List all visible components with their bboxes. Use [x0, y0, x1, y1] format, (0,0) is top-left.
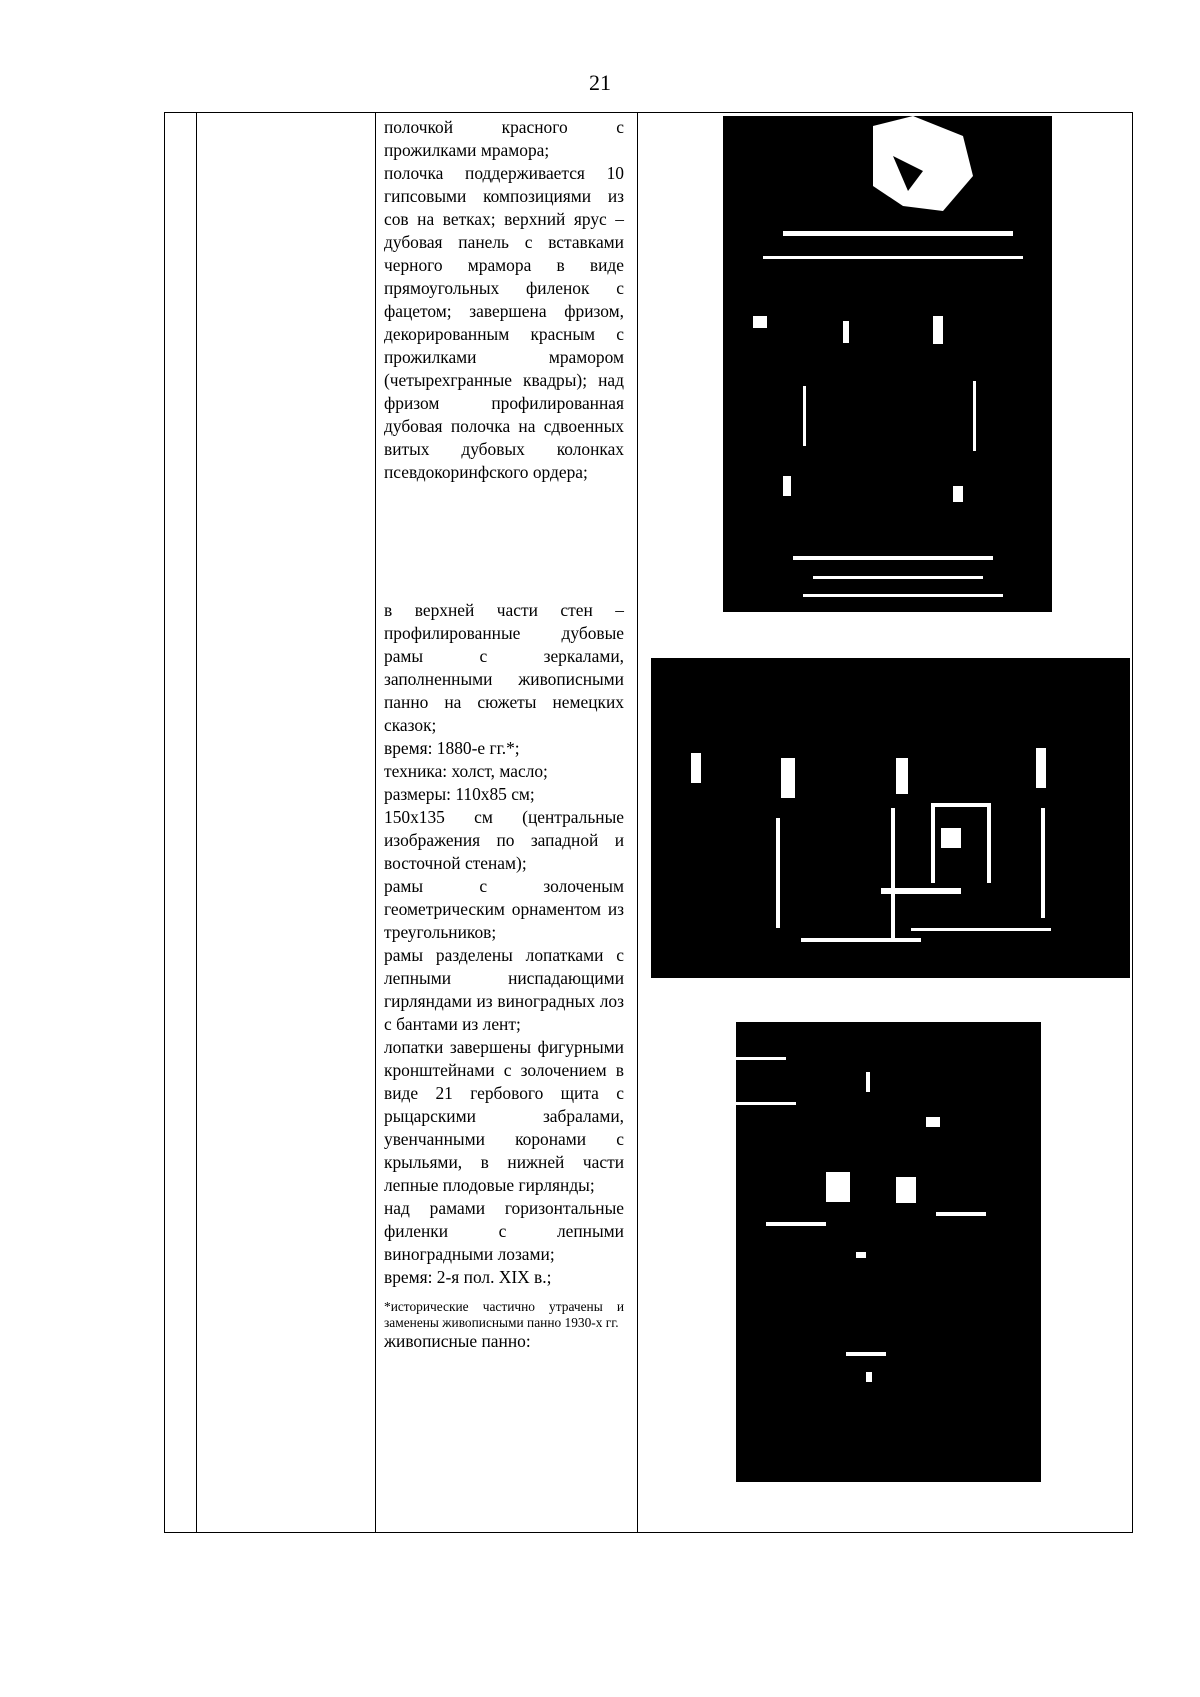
table-column-divider: [196, 112, 197, 1533]
description-paragraph: размеры: 110х85 см;: [384, 784, 535, 804]
description-paragraph: над рамами горизонтальные филенки с лепными виноградными лозами;: [384, 1198, 624, 1264]
footnote: *исторические частично утрачены и заменены живописными панно 1930-х гг.: [384, 1299, 624, 1330]
table-column-divider: [375, 112, 376, 1533]
photo-pilaster-bracket: [736, 1022, 1041, 1482]
description-paragraph: 150х135 см (центральные изображения по западной и восточной стенам);: [384, 807, 624, 873]
page-number: 21: [589, 70, 611, 95]
description-paragraph: живописные панно:: [384, 1331, 531, 1351]
description-paragraph: в верхней части стен – профилированные дубовые рамы с зеркалами, заполненными живописными панно на сюжеты немецких сказок;: [384, 600, 624, 735]
description-paragraph: рамы разделены лопатками с лепными ниспадающими гирляндами из виноградных лоз с бантами из лент;: [384, 945, 624, 1034]
photo-wall-frames-panorama: [651, 658, 1130, 978]
description-paragraph: полочка поддерживается 10 гипсовыми композициями из сов на ветках; верхний ярус – дубовая панель с вставками черного мрамора в виде прямоугольных филенок с фацетом; завершена фризом, декорированным красным с прожилками мрамором (четырехгранные квадры); над фризом профилированная дубовая полочка на сдвоенных витых дубовых колонках псевдокоринфского ордера;: [384, 163, 624, 482]
table-column-divider: [637, 112, 638, 1533]
description-paragraph: техника: холст, масло;: [384, 761, 548, 781]
description-paragraph: время: 2-я пол. XIX в.;: [384, 1267, 552, 1287]
description-paragraph: лопатки завершены фигурными кронштейнами с золочением в виде 21 гербового щита с рыцарскими забралами, увенчанными коронами с крыльями, в нижней части лепные плодовые гирлянды;: [384, 1037, 624, 1195]
photo-fireplace-upper-tier: [723, 116, 1052, 612]
description-paragraph: полочкой красного с прожилками мрамора;: [384, 117, 624, 160]
description-paragraph: рамы с золоченым геометрическим орнаментом из треугольников;: [384, 876, 624, 942]
description-paragraph: время: 1880-е гг.*;: [384, 738, 520, 758]
description-column: [384, 116, 624, 1353]
